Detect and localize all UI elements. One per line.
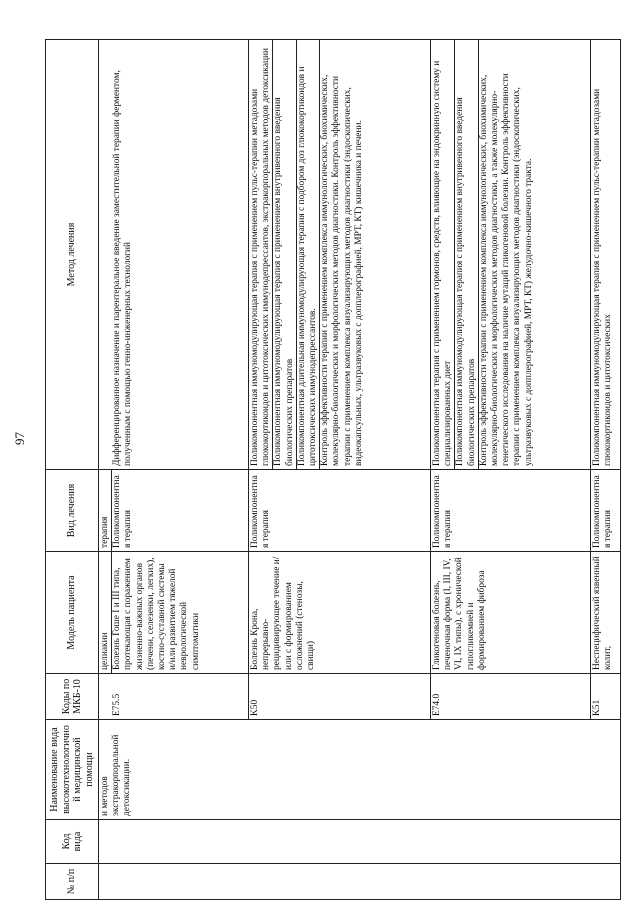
- cell-num: [99, 864, 621, 900]
- header-num: № п/п: [46, 864, 99, 900]
- cell-icd: E74.0: [431, 674, 591, 720]
- header-treatment: Вид лечения: [46, 470, 99, 552]
- method-item: Контроль эффективности терапии с применением комплекса иммунологических, биохимических, молекулярно-биологических и морфологических методов диагностики, а также молекулярно-генетического исследования на наличие мутаций гликогеновой болезни. Контроль эффективности терапии с применением комплекса визуализирующих методов диагностики (эндоскопических, ультразвуковых с допплерографией, МРТ, КТ) желудочно-кишечного тракта.: [478, 40, 535, 469]
- document-sheet: [45, 40, 620, 900]
- treatment-continuation: терапия: [100, 516, 110, 548]
- header-icd: Коды по МКБ-10: [46, 674, 99, 720]
- page-number: 97: [12, 432, 27, 445]
- model-continuation: целиакии: [100, 632, 110, 670]
- cell-method: [99, 40, 249, 470]
- treatment-table: [45, 39, 621, 900]
- method-item: Поликомпонентная иммуномодулирующая терапия с применением внутривенного введения биологических препаратов: [454, 40, 477, 469]
- method-item: Поликомпонентная иммуномодулирующая терапия с применением пульс-терапии метадозами глюкокортикоидов и цитотоксических: [592, 88, 614, 466]
- cell-model: Неспецифический язвенный колит,: [591, 552, 621, 674]
- cell-icd: E75.5: [99, 674, 249, 720]
- cell-treatment: Поликомпонентная терапия: [591, 470, 621, 552]
- method-item: Поликомпонентная длительная иммуномодулирующая терапия с подбором доз глюкокортикоидов и цитотоксических иммунодепрессантов.: [296, 40, 319, 469]
- treatment-text: Поликомпонентная терапия: [111, 470, 134, 551]
- cell-kind-name: и методов экстракорпоральной детоксикации.: [99, 720, 621, 820]
- cell-model: [99, 552, 249, 674]
- header-kind-name: Наименование вида высокотехнологичной медицинской помощи: [46, 720, 99, 820]
- method-item: Контроль эффективности терапии с применением комплекса иммунологических, биохимических, молекулярно-биологических и морфологических методов диагностики. Контроль эффективности терапии с применением комплекса визуализирующих методов диагностики (эндоскопических, видеокапсульных, ультразвуковых с допплерографией, МРТ, КТ) кишечника и печени.: [319, 40, 365, 469]
- header-model: Модель пациента: [46, 552, 99, 674]
- header-kind-code: Код вида: [46, 820, 99, 864]
- method-item: Дифференцированное назначение и парентеральное введение заместительной терапии ферментом, полученным с помощью генно-инженерных технологий: [112, 70, 134, 466]
- cell-model: Гликогеновая болезнь, печеночная форма (I, III, IV, VI, IX типы), с хронической гипогликемией и формированием фиброза: [431, 552, 591, 674]
- method-item: Поликомпонентная терапия с применением гормонов, средств, влияющие на эндокринную систему и специализированных диет: [432, 60, 454, 466]
- cell-kind-code: [99, 820, 621, 864]
- cell-method: [591, 40, 621, 470]
- cell-method: [249, 40, 431, 470]
- cell-treatment: Поликомпонентная терапия: [431, 470, 591, 552]
- method-item: Поликомпонентная иммуномодулирующая терапия с применением пульс-терапии метадозами глюкокортикоидов и цитотоксических иммунодепрессантов, экстракорпоральных методов детоксикации: [250, 47, 272, 466]
- method-item: Поликомпонентная иммуномодулирующая терапия с применением внутривенного введения биологических препаратов: [272, 40, 295, 469]
- header-method: Метод лечения: [46, 40, 99, 470]
- cell-icd: K50: [249, 674, 431, 720]
- header-row: [46, 40, 99, 900]
- cell-treatment: Поликомпонентная терапия: [249, 470, 431, 552]
- table-row: [99, 40, 249, 900]
- cell-model: Болезнь Крона, непрерывно-рецидивирующее течение и/или с формированием осложнений (стенозы, свищи): [249, 552, 431, 674]
- cell-treatment: [99, 470, 249, 552]
- cell-icd: K51: [591, 674, 621, 720]
- model-text: Болезнь Гоше I и III типа, протекающая с поражением жизненно-важных органов (печени, селезенки, легких), костно-суставной системы и/или развитием тяжелой неврологической симптоматики: [111, 552, 202, 673]
- cell-method: [431, 40, 591, 470]
